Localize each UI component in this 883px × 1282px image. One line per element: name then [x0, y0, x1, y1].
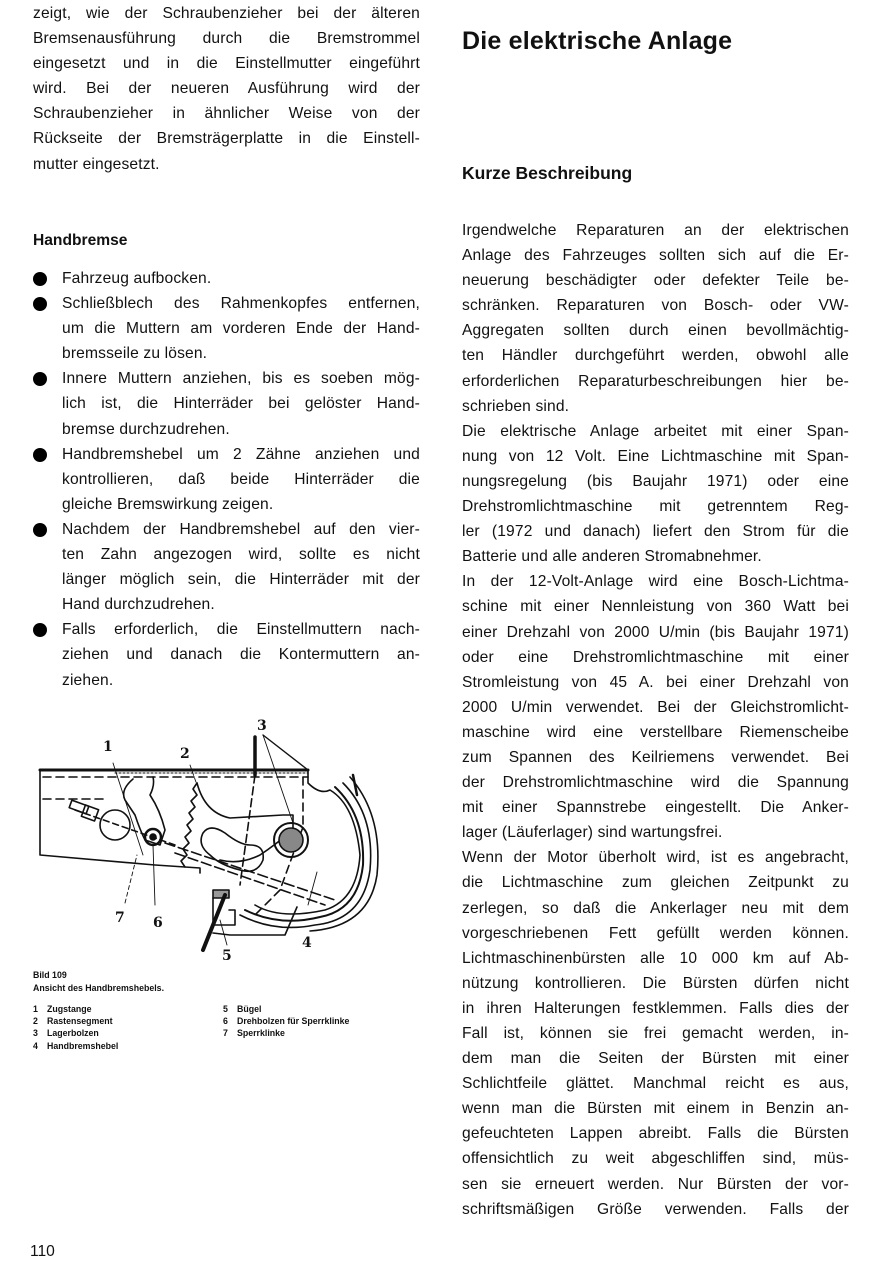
- text-line: ler (1972 und danach) liefert den Strom für die: [462, 523, 849, 541]
- page-number: 110: [30, 1243, 55, 1260]
- legend-label: Lagerbolzen: [47, 1028, 99, 1039]
- bullet-icon: [33, 372, 47, 386]
- section-heading-handbremse: Handbremse: [33, 232, 128, 249]
- text-line: Innere Muttern anziehen, bis es soeben mög-: [62, 370, 420, 388]
- callout-2: 2: [180, 746, 190, 762]
- list-item: [33, 442, 420, 517]
- figure-title: Ansicht des Handbremshebels.: [33, 982, 165, 993]
- text-line: Wenn der Motor überholt wird, ist es angebracht,: [462, 849, 849, 867]
- legend-number: 4: [33, 1040, 38, 1051]
- text-line: Batterie und alle anderen Stromabnehmer.: [462, 548, 762, 566]
- paragraph-4: [462, 845, 849, 1221]
- text-line: kontrollieren, daß beide Hinterräder die: [62, 470, 420, 488]
- list-item: [33, 366, 420, 441]
- text-line: Bremsenausführung durch die Bremstrommel: [33, 30, 420, 48]
- callout-3: 3: [257, 718, 267, 734]
- text-line: zeigt, wie der Schraubenzieher bei der älteren: [33, 5, 420, 22]
- text-line: wird. Bei der neueren Ausführung wird der: [33, 80, 420, 98]
- text-line: Lichtmaschinenbürsten alle 10 000 km auf Ab-: [462, 949, 849, 967]
- text-line: Nachdem der Handbremshebel auf den vier-: [62, 520, 420, 538]
- handbrake-steps-list: [33, 266, 420, 693]
- list-item: [33, 266, 420, 291]
- text-line: bremse durchzudrehen.: [62, 420, 230, 438]
- legend-item: [33, 1003, 118, 1015]
- callout-5: 5: [222, 948, 232, 964]
- text-line: Handbremshebel um 2 Zähne anziehen und: [62, 445, 420, 463]
- legend-item: [33, 1027, 118, 1039]
- intro-text: [33, 1, 420, 177]
- text-line: Fall ist, können sie frei gemacht werden, in-: [462, 1025, 849, 1042]
- text-line: Schraubenzieher in ähnlicher Weise von der: [33, 105, 420, 123]
- bullet-icon: [33, 623, 47, 637]
- text-line: 2000 U/min verwendet. Bei der Gleichstromlicht-: [462, 698, 849, 716]
- text-line: der Drehstromlichtmaschine wird die Spannung: [462, 774, 849, 792]
- figure-legend-right: [223, 1003, 349, 1040]
- text-line: schriftsmäßigen Größe verwenden. Falls der: [462, 1200, 849, 1218]
- text-line: dem man die Seiten der Bürsten mit einer: [462, 1050, 849, 1068]
- section-heading-kurze-beschreibung: Kurze Beschreibung: [462, 163, 633, 183]
- legend-label: Drehbolzen für Sperrklinke: [237, 1016, 350, 1027]
- legend-number: 2: [33, 1016, 38, 1027]
- bullet-icon: [33, 523, 47, 537]
- text-line: ten Händler durchgeführt werden, obwohl alle: [462, 347, 849, 365]
- legend-number: 1: [33, 1004, 38, 1014]
- text-line: einer Drehzahl von 2000 U/min (bis Baujahr 1971): [462, 623, 849, 641]
- text-line: in ihren Halterungen festklemmen. Falls dies der: [462, 999, 849, 1017]
- text-line: nung von 12 Volt. Eine Lichtmaschine mit Span-: [462, 447, 849, 465]
- legend-item: [223, 1015, 349, 1027]
- legend-label: Zugstange: [47, 1004, 92, 1014]
- text-line: Aggregaten sollten durch einen bevollmächtig-: [462, 322, 849, 340]
- legend-label: Sperrklinke: [237, 1028, 285, 1039]
- paragraph-1: [462, 218, 849, 419]
- list-item: [33, 617, 420, 692]
- text-line: nungsregelung (bis Baujahr 1971) oder eine: [462, 472, 849, 490]
- callout-7: 7: [115, 910, 125, 926]
- legend-item: [223, 1003, 349, 1015]
- text-line: vorgeschriebenen Fett gefüllt werden können.: [462, 924, 849, 942]
- text-line: lager (Läuferlager) sind wartungsfrei.: [462, 824, 723, 842]
- legend-item: [223, 1027, 349, 1039]
- text-line: Anlage des Fahrzeuges sollten sich auf die Er-: [462, 247, 849, 265]
- callout-1: 1: [103, 739, 113, 755]
- text-line: Schließblech des Rahmenkopfes entfernen,: [62, 295, 420, 313]
- legend-label: Rastensegment: [47, 1016, 113, 1027]
- text-line: Drehstromlichtmaschine mit getrenntem Reg-: [462, 498, 849, 516]
- text-line: nützung kontrollieren. Die Bürsten dürfen nicht: [462, 974, 849, 992]
- text-line: Rückseite der Bremsträgerplatte in die Einstell-: [33, 130, 420, 148]
- right-column-body: [462, 218, 849, 1222]
- callout-4: 4: [302, 935, 312, 951]
- text-line: ten Zahn angezogen wird, sollte es nicht: [62, 546, 420, 564]
- text-line: In der 12-Volt-Anlage wird eine Bosch-Lichtma-: [462, 573, 849, 591]
- text-line: Stromleistung von 45 A. bei einer Drehzahl von: [462, 673, 849, 691]
- figure-caption: [33, 969, 164, 994]
- text-line: wenn man die Bürsten mit einem in Benzin an-: [462, 1100, 849, 1118]
- text-line: schränken. Reparaturen von Bosch- oder VW-: [462, 297, 849, 315]
- text-line: mit einer Spannstrebe eingestellt. Die Anker-: [462, 799, 849, 817]
- text-line: ziehen.: [62, 671, 114, 689]
- legend-label: Handbremshebel: [47, 1040, 119, 1051]
- text-line: offensichtlich zu weit abgeschliffen sind, müs-: [462, 1150, 849, 1168]
- text-line: lich ist, die Hinterräder bei gelöster Hand-: [62, 395, 420, 413]
- text-line: Falls erforderlich, die Einstellmuttern nach-: [62, 621, 420, 639]
- text-line: Hand durchzudrehen.: [62, 596, 215, 614]
- text-line: gefeuchteten Lappen abreibt. Falls die Bürsten: [462, 1125, 849, 1143]
- legend-number: 7: [223, 1028, 228, 1039]
- text-line: ziehen und danach die Kontermuttern an-: [62, 646, 420, 664]
- text-line: zum Spannen des Keilriemens verwendet. Bei: [462, 748, 849, 766]
- legend-label: Bügel: [237, 1004, 262, 1014]
- intro-paragraph: [33, 1, 420, 177]
- list-item: [33, 517, 420, 617]
- callout-6: 6: [153, 915, 163, 931]
- handbrake-lever-figure: [25, 715, 400, 970]
- text-line: neuerung beschädigter oder defekter Teile be-: [462, 272, 849, 290]
- text-line: oder eine Drehstromlichtmaschine mit einer: [462, 648, 849, 666]
- figure-number: Bild 109: [33, 970, 67, 980]
- legend-number: 6: [223, 1016, 228, 1027]
- figure-legend-left: [33, 1003, 118, 1052]
- text-line: zerlegen, so daß die Ankerlager neu mit dem: [462, 899, 849, 917]
- text-line: maschine wird eine verstellbare Riemenscheibe: [462, 723, 849, 741]
- text-line: schrieben sind.: [462, 397, 570, 415]
- text-line: Irgendwelche Reparaturen an der elektrischen: [462, 222, 849, 239]
- text-line: um die Muttern am vorderen Ende der Hand-: [62, 320, 420, 338]
- text-line: länger möglich sein, die Hinterräder mit der: [62, 571, 420, 589]
- chapter-title: Die elektrische Anlage: [462, 27, 733, 55]
- text-line: eingesetzt und in die Einstellmutter eingeführt: [33, 55, 420, 73]
- text-line: Die elektrische Anlage arbeitet mit einer Span-: [462, 422, 849, 440]
- text-line: gleiche Bremswirkung zeigen.: [62, 495, 274, 513]
- legend-number: 3: [33, 1028, 38, 1039]
- text-line: Schlichtfeile glättet. Manchmal reicht es aus,: [462, 1075, 849, 1093]
- text-line: sen sie erneuert werden. Nur Bürsten der vor-: [462, 1175, 849, 1193]
- bullet-icon: [33, 272, 47, 286]
- paragraph-3: [462, 569, 849, 845]
- text-line: die Lichtmaschine zum gleichen Zeitpunkt zu: [462, 874, 849, 892]
- text-line: mutter eingesetzt.: [33, 155, 160, 173]
- legend-item: [33, 1040, 118, 1052]
- bullet-icon: [33, 448, 47, 462]
- text-line: Fahrzeug aufbocken.: [62, 270, 212, 287]
- paragraph-2: [462, 419, 849, 570]
- handbrake-lever-drawing: [25, 715, 400, 970]
- legend-item: [33, 1015, 118, 1027]
- text-line: erforderlichen Reparaturbeschreibungen hier be-: [462, 372, 849, 390]
- bullet-icon: [33, 297, 47, 311]
- legend-number: 5: [223, 1004, 228, 1014]
- text-line: schine mit einer Nennleistung von 360 Watt bei: [462, 598, 849, 616]
- text-line: bremsseile zu lösen.: [62, 345, 208, 363]
- list-item: [33, 291, 420, 366]
